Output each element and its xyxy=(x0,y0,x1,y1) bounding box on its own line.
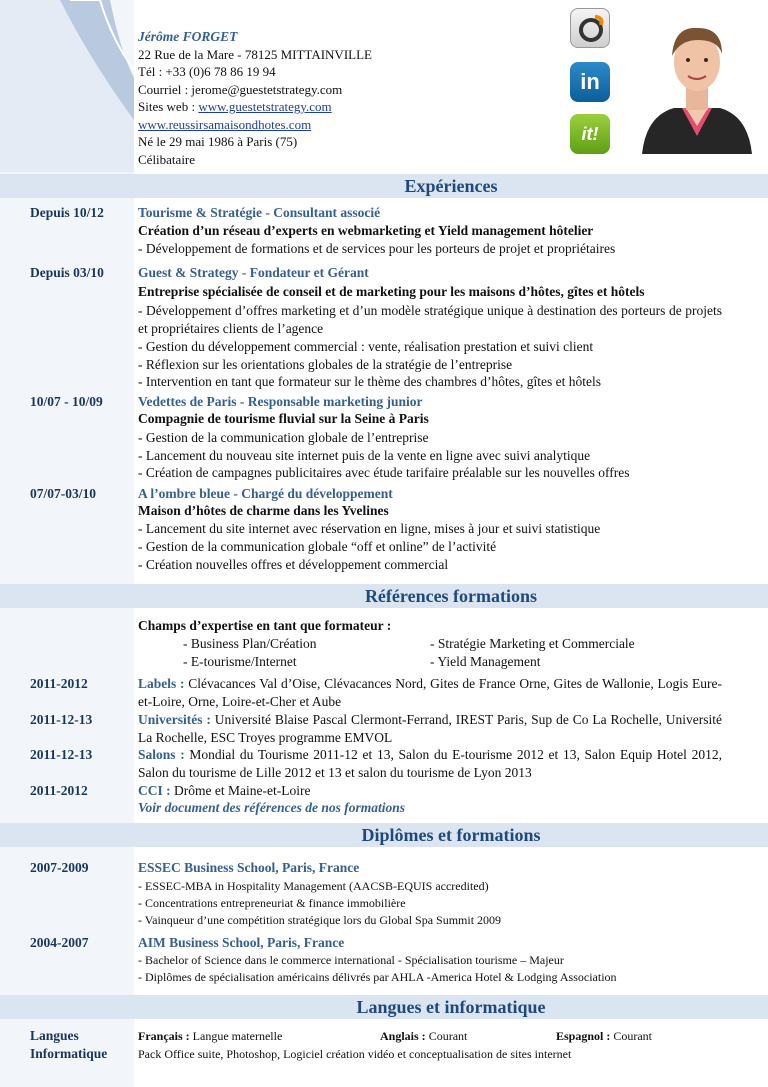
experience-title-4: A l’ombre bleue - Chargé du développement xyxy=(138,486,393,501)
diploma-bullet: - Vainqueur d’une compétition stratégique lors du Global Spa Summit 2009 xyxy=(138,913,502,927)
page-curl-decoration xyxy=(0,0,134,172)
phone: Tél : +33 (0)6 78 86 19 94 xyxy=(138,64,276,79)
language-head: Anglais : xyxy=(380,1029,429,1043)
reference-head: Universités : xyxy=(138,712,215,727)
reference-text: Université Blaise Pascal Clermont-Ferrand, IREST Paris, Sup de Co La Rochelle, Université La Rochelle, ESC Troyes programme EMVOL xyxy=(138,712,723,745)
experience-bullet: - Intervention en tant que formateur sur le thème des chambres d’hôtes, gîtes et hôtels xyxy=(138,374,601,389)
websites-label: Sites web : xyxy=(138,99,199,114)
contact-block xyxy=(138,28,372,168)
linkedin-label: in xyxy=(580,69,600,94)
section-header-langues xyxy=(0,995,768,1019)
section-title-experiences: Expériences xyxy=(404,176,498,196)
reference-labels xyxy=(138,675,722,710)
experience-company-2: Entreprise spécialisée de conseil et de marketing pour les maisons d’hôtes, gîtes et hôtels xyxy=(138,284,645,299)
it-icon[interactable] xyxy=(570,114,610,154)
experience-bullet: - Réflexion sur les orientations globales de la stratégie de l’entreprise xyxy=(138,357,513,372)
viadeo-icon[interactable] xyxy=(570,8,610,48)
section-header-diplomes xyxy=(0,823,768,847)
experience-company-4: Maison d’hôtes de charme dans les Yvelines xyxy=(138,503,389,518)
reference-text: Mondial du Tourisme 2011-12 et 13, Salon du E-tourisme 2012 et 13, Salon Equip Hotel 2012, Salon du tourisme de Lille 2012 et 13 et salon du tourisme de Lyon 2013 xyxy=(138,747,722,780)
it-skills-label: Informatique xyxy=(30,1046,108,1061)
language-level: Courant xyxy=(613,1029,653,1043)
experience-company-3: Compagnie de tourisme fluvial sur la Seine à Paris xyxy=(138,411,429,426)
expertise-item: - E-tourisme/Internet xyxy=(183,654,297,669)
languages-label: Langues xyxy=(30,1028,79,1043)
language-head: Espagnol : xyxy=(556,1029,614,1043)
birth-info: Né le 29 mai 1986 à Paris (75) xyxy=(138,134,298,149)
websites-line xyxy=(138,98,372,116)
experience-date-4: 07/07-03/10 xyxy=(30,486,96,501)
reference-cci xyxy=(138,782,310,800)
experience-bullet: - Lancement du nouveau site internet puis de la vente en ligne avec suivi analytique xyxy=(138,448,591,463)
section-header-experiences xyxy=(0,174,768,198)
diploma-school-2: AIM Business School, Paris, France xyxy=(138,935,345,950)
linkedin-icon[interactable] xyxy=(570,62,610,102)
language-level: Langue maternelle xyxy=(192,1029,283,1043)
diploma-bullet: - Diplômes de spécialisation américains délivrés par AHLA -America Hotel & Lodging Association xyxy=(138,970,617,984)
profile-photo xyxy=(628,8,766,154)
reference-salons xyxy=(138,746,722,781)
reference-date: 2011-2012 xyxy=(30,676,88,691)
reference-text: Clévacances Val d’Oise, Clévacances Nord, Gites de France Orne, Gites de Wallonie, Logis Eure-et-Loire, Orne, Loire-et-Cher et Aube xyxy=(138,676,722,709)
experience-bullet: - Gestion du développement commercial : vente, réalisation prestation et suivi client xyxy=(138,339,594,354)
reference-head: Salons : xyxy=(138,747,190,762)
language-french xyxy=(138,1029,282,1044)
diploma-bullet: - ESSEC-MBA in Hospitality Management (AACSB-EQUIS accredited) xyxy=(138,879,489,893)
section-title-diplomes: Diplômes et formations xyxy=(361,825,541,845)
language-level: Courant xyxy=(428,1029,468,1043)
experience-bullet: - Lancement du site internet avec réservation en ligne, mises à jour et suivi statistique xyxy=(138,521,601,536)
section-title-langues: Langues et informatique xyxy=(356,997,546,1017)
experience-company-1: Création d’un réseau d’experts en webmarketing et Yield management hôtelier xyxy=(138,223,594,238)
experience-bullet: - Création nouvelles offres et développement commercial xyxy=(138,557,449,572)
expertise-title: Champs d’expertise en tant que formateur : xyxy=(138,618,392,633)
diploma-date-1: 2007-2009 xyxy=(30,860,89,875)
diploma-school-1: ESSEC Business School, Paris, France xyxy=(138,860,360,875)
language-spanish xyxy=(556,1029,652,1044)
experience-bullet: - Gestion de la communication globale de l’entreprise xyxy=(138,430,429,445)
reference-date: 2011-2012 xyxy=(30,783,88,798)
expertise-item: - Business Plan/Création xyxy=(183,636,317,651)
address: 22 Rue de la Mare - 78125 MITTAINVILLE xyxy=(138,46,372,62)
experience-bullet: - Gestion de la communication globale “off et online” de l’activité xyxy=(138,539,497,554)
diploma-bullet: - Concentrations entrepreneuriat & finance immobilière xyxy=(138,896,406,910)
experience-date-3: 10/07 - 10/09 xyxy=(30,394,103,409)
email: Courriel : jerome@guestetstrategy.com xyxy=(138,81,343,97)
candidate-name: Jérôme FORGET xyxy=(138,29,238,44)
experience-title-2: Guest & Strategy - Fondateur et Gérant xyxy=(138,265,369,280)
experience-paragraph: - Développement d’offres marketing et d’un modèle stratégique unique à destination des porteurs de projets et propriétaires clients de l’agence xyxy=(138,303,722,336)
reference-head: Labels : xyxy=(138,676,189,691)
it-label: it! xyxy=(581,124,599,144)
expertise-item: - Yield Management xyxy=(430,654,541,669)
expertise-item: - Stratégie Marketing et Commerciale xyxy=(430,636,635,651)
experience-title-3: Vedettes de Paris - Responsable marketing junior xyxy=(138,394,423,409)
section-header-references xyxy=(0,584,768,608)
website-link-1[interactable]: www.guestetstrategy.com xyxy=(198,99,332,114)
experience-title-1: Tourisme & Stratégie - Consultant associé xyxy=(138,205,381,220)
experience-bullet: - Création de campagnes publicitaires avec étude tarifaire préalable sur les nouvelles offres xyxy=(138,465,630,480)
reference-text: Drôme et Maine-et-Loire xyxy=(174,783,311,798)
section-title-references: Références formations xyxy=(364,586,538,606)
reference-universities xyxy=(138,711,722,746)
website-link-2[interactable]: www.reussirsamaisondhotes.com xyxy=(138,116,312,132)
experience-bullet: - Développement de formations et de services pour les porteurs de projet et propriétaires xyxy=(138,241,616,256)
diploma-bullet: - Bachelor of Science dans le commerce international - Spécialisation tourisme – Majeur xyxy=(138,953,564,967)
diploma-date-2: 2004-2007 xyxy=(30,935,89,950)
reference-date: 2011-12-13 xyxy=(30,712,93,727)
experience-date-1: Depuis 10/12 xyxy=(30,205,104,220)
reference-date: 2011-12-13 xyxy=(30,747,93,762)
marital-status: Célibataire xyxy=(138,151,196,167)
reference-head: CCI : xyxy=(138,783,174,798)
it-skills: Pack Office suite, Photoshop, Logiciel création vidéo et conceptualisation de sites internet xyxy=(138,1047,572,1061)
language-head: Français : xyxy=(138,1029,193,1043)
language-english xyxy=(380,1029,467,1044)
experience-date-2: Depuis 03/10 xyxy=(30,265,104,280)
references-document-link[interactable]: Voir document des références de nos formations xyxy=(138,800,406,815)
